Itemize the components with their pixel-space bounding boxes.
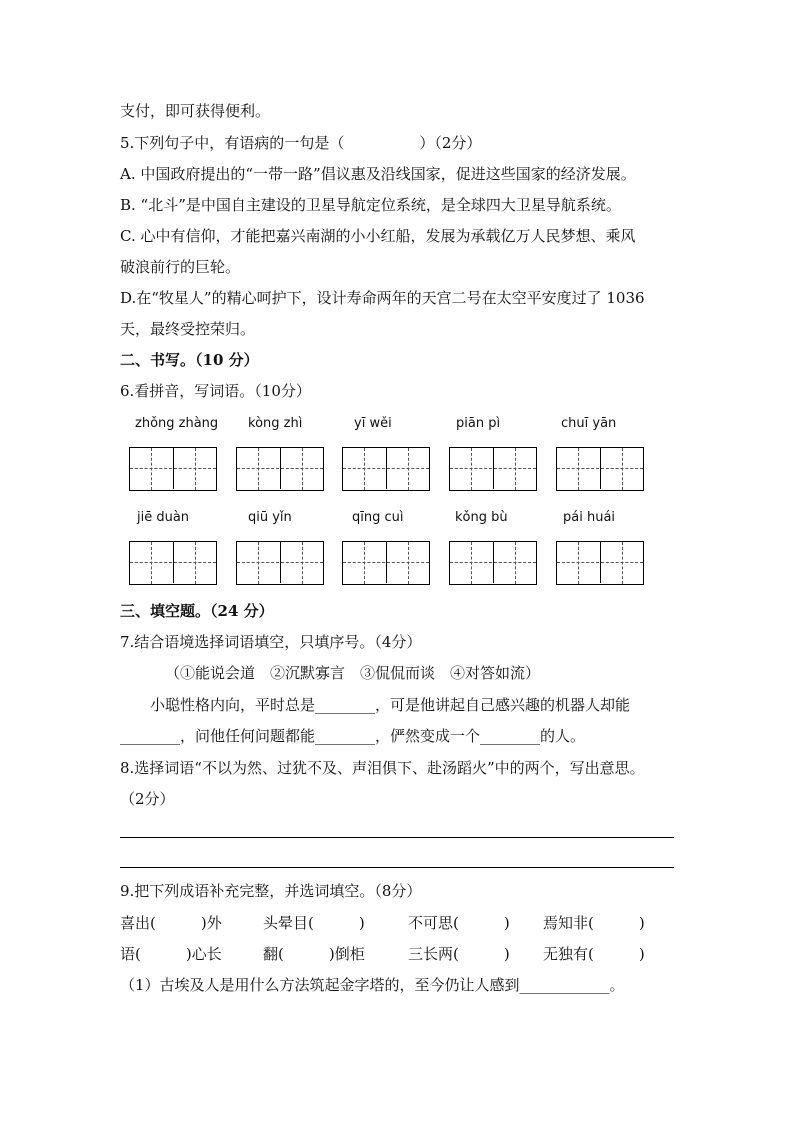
writing-grid[interactable]: [342, 447, 430, 491]
writing-grid[interactable]: [449, 541, 537, 585]
pinyin-label: yī wěi: [354, 416, 392, 431]
pinyin-label: chuī yān: [561, 416, 617, 431]
question-7: 7.结合语境选择词语填空，只填序号。（4分）: [120, 633, 422, 651]
idiom-item: 无独有( ): [543, 945, 645, 963]
option-c-line2: 破浪前行的巨轮。: [120, 258, 241, 276]
section-3-heading: 三、填空题。（24 分）: [120, 602, 274, 620]
idiom-item: 喜出( )外: [120, 914, 222, 932]
option-a: A. 中国政府提出的“一带一路”倡议惠及沿线国家，促进这些国家的经济发展。: [120, 165, 636, 183]
idiom-item: 焉知非( ): [543, 914, 645, 932]
pinyin-label: qiū yǐn: [248, 510, 292, 525]
idiom-item: 三长两( ): [408, 945, 510, 963]
pinyin-label: piān pì: [456, 416, 501, 431]
option-d-line1: D.在“牧星人”的精心呵护下，设计寿命两年的天宫二号在太空平安度过了 1036: [120, 289, 645, 307]
question-8-score: （2分）: [120, 790, 175, 808]
question-7-passage-line2: ________，问他任何问题都能________，俨然变成一个________的人。: [120, 727, 586, 745]
writing-grid[interactable]: [129, 541, 217, 585]
pinyin-label: pái huái: [563, 510, 616, 525]
idiom-item: 语( )心长: [120, 945, 222, 963]
section-2-heading: 二、书写。（10 分）: [120, 351, 259, 369]
idiom-item: 不可思( ): [408, 914, 510, 932]
option-c-line1: C. 心中有信仰，才能把嘉兴南湖的小小红船，发展为承载亿万人民梦想、乘风: [120, 227, 636, 245]
idiom-item: 头晕目( ): [263, 914, 365, 932]
writing-grid[interactable]: [236, 541, 324, 585]
option-b: B. “北斗”是中国自主建设的卫星导航定位系统，是全球四大卫星导航系统。: [120, 196, 621, 214]
answer-line[interactable]: [120, 837, 674, 838]
writing-grid[interactable]: [449, 447, 537, 491]
writing-grid[interactable]: [556, 447, 644, 491]
writing-grid[interactable]: [342, 541, 430, 585]
question-9: 9.把下列成语补充完整，并选词填空。（8分）: [120, 882, 422, 900]
answer-line[interactable]: [120, 867, 674, 868]
continued-line: 支付，即可获得便利。: [120, 102, 271, 120]
writing-grid[interactable]: [236, 447, 324, 491]
pinyin-label: kòng zhì: [248, 416, 303, 431]
pinyin-label: jiē duàn: [137, 510, 190, 525]
question-9-sentence-1: （1）古埃及人是用什么方法筑起金字塔的，至今仍让人感到____________。: [120, 976, 625, 994]
writing-grid[interactable]: [129, 447, 217, 491]
pinyin-label: zhǒng zhàng: [135, 416, 219, 431]
writing-grid[interactable]: [556, 541, 644, 585]
question-6: 6.看拼音，写词语。（10分）: [120, 382, 311, 400]
question-8: 8.选择词语“不以为然、过犹不及、声泪俱下、赴汤蹈火”中的两个，写出意思。: [120, 759, 645, 777]
question-7-options: （①能说会道 ②沉默寡言 ③侃侃而谈 ④对答如流）: [165, 664, 541, 682]
question-5: 5.下列句子中，有语病的一句是（ ）（2分）: [120, 134, 482, 152]
option-d-line2: 天，最终受控荣归。: [120, 320, 256, 338]
pinyin-label: kǒng bù: [455, 510, 508, 525]
pinyin-label: qīng cuì: [352, 510, 404, 525]
question-7-passage-line1: 小聪性格内向，平时总是________，可是他讲起自己感兴趣的机器人却能: [150, 696, 631, 714]
idiom-item: 翻( )倒柜: [263, 945, 365, 963]
